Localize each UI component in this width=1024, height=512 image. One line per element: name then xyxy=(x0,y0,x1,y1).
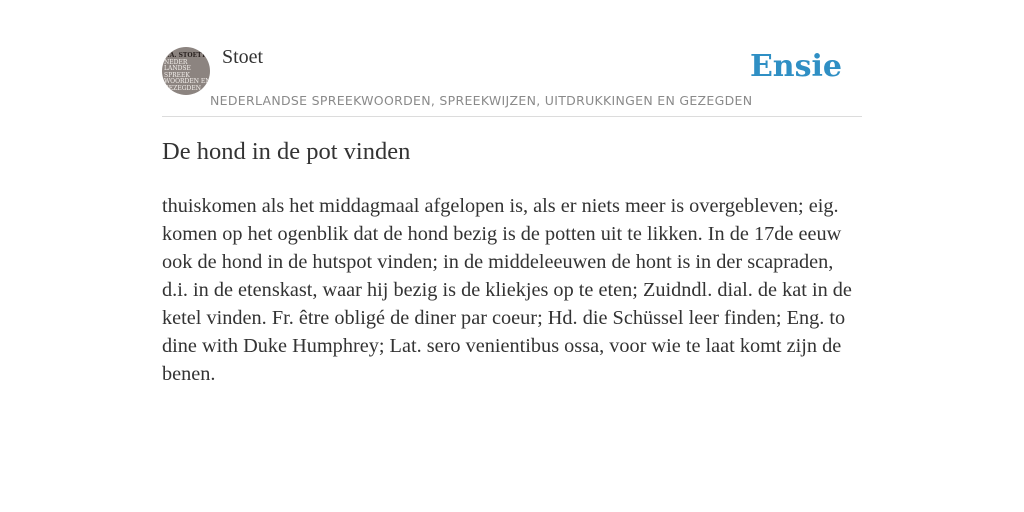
entry-definition: thuiskomen als het middagmaal afgelopen is, als er niets meer is overgebleven; eig. komen op het ogenblik dat de hond bezig is de potten uit te likken. In de 17de eeuw ook de hond in de hutspot vinden; in de middeleeuwen de hont is in der scapraden, d.i. in de etenskast, waar hij bezig is de kliekjes op te eten; Zuidndl. dial. de kat in de ketel vinden. Fr. être obligé de diner par coeur; Hd. die Schüssel leer finden; Eng. to dine with Duke Humphrey; Lat. sero venientibus ossa, voor wie te laat komt zijn de benen. xyxy=(162,195,852,385)
avatar-text-line: NEDER xyxy=(164,58,188,66)
avatar-text-line: F.A. STOETT xyxy=(164,52,206,59)
avatar-text-line: WOORDEN EN xyxy=(164,78,210,85)
avatar-text-line: SPREEK xyxy=(164,71,190,79)
avatar-text-line: LANDSE xyxy=(164,65,191,72)
source-header xyxy=(162,44,862,117)
source-subtitle[interactable]: NEDERLANDSE SPREEKWOORDEN, SPREEKWIJZEN, UITDRUKKINGEN EN GEZEGDEN xyxy=(210,93,753,108)
source-avatar[interactable] xyxy=(162,47,210,95)
brand-logo[interactable]: Ensie xyxy=(749,49,842,84)
avatar-text-line: GEZEGDEN xyxy=(164,84,201,92)
source-author[interactable]: Stoet xyxy=(222,46,264,68)
entry-title: De hond in de pot vinden xyxy=(162,138,411,165)
